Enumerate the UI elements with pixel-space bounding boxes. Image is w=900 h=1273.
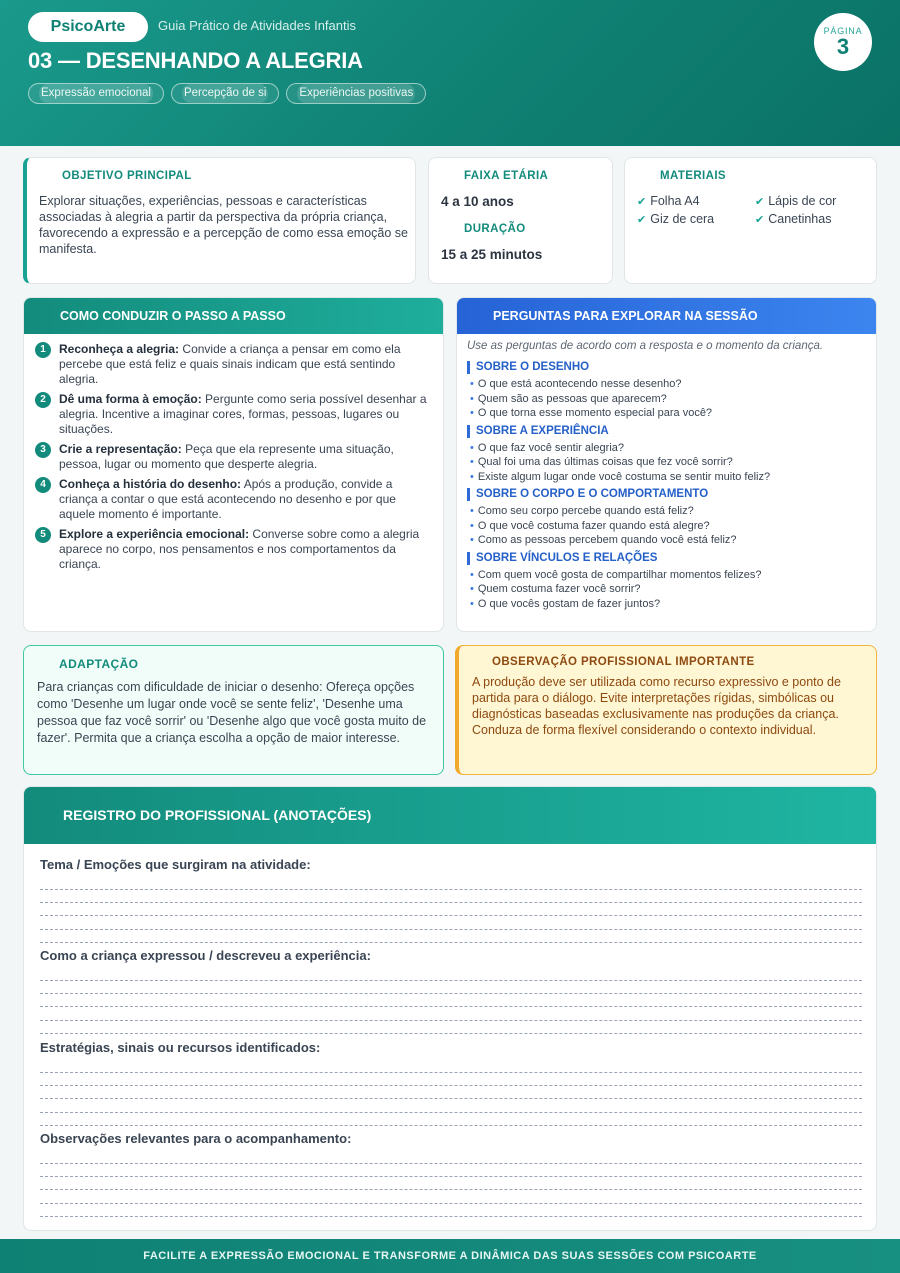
step-description: Converse sobre como a alegria aparece no corpo, nos pensamentos e nos comportamentos da criança. — [59, 527, 420, 571]
question-text: O que faz você sentir alegria? — [477, 441, 624, 454]
question-text: O que torna esse momento especial para você? — [477, 407, 713, 419]
tag-label: Percepção de si — [182, 84, 268, 103]
tag-label: Expressão emocional — [39, 84, 153, 103]
question-text: O que vocês gostam de fazer juntos? — [477, 597, 661, 610]
age-duration-card — [428, 157, 613, 284]
check-icon: ✔ — [637, 196, 647, 208]
header-subtitle: Guia Prático de Atividades Infantis — [158, 18, 357, 33]
record-question: Tema / Emoções que surgiram na atividade: — [40, 857, 311, 872]
material-item — [755, 212, 865, 226]
page-title: 03 — DESENHANDO A ALEGRIA — [28, 48, 363, 73]
materials-label: MATERIAIS — [660, 170, 726, 182]
writing-line[interactable] — [40, 1203, 862, 1204]
question-text: Existe algum lugar onde você costuma se sentir muito feliz? — [477, 470, 771, 483]
question-text: Quem costuma fazer você sorrir? — [477, 583, 641, 595]
step-by-step-title: COMO CONDUZIR O PASSO A PASSO — [24, 298, 443, 334]
writing-line[interactable] — [40, 1033, 862, 1034]
material-item — [637, 194, 755, 208]
step-description: Após a produção, convide a criança a contar o que está acontecendo no desenho e por que aquele momento é importante. — [59, 477, 396, 521]
step-heading: Dê uma forma à emoção: — [59, 392, 202, 406]
question-item — [467, 441, 866, 456]
material-label: Folha A4 — [650, 194, 700, 208]
age-label: FAIXA ETÁRIA — [464, 170, 549, 182]
writing-line[interactable] — [40, 980, 862, 981]
step-item — [35, 342, 431, 387]
writing-line[interactable] — [40, 993, 862, 994]
materials-list — [637, 194, 872, 226]
record-section — [40, 948, 862, 1034]
step-text — [59, 442, 431, 472]
writing-line[interactable] — [40, 1085, 862, 1086]
bullet-icon: • — [470, 378, 474, 390]
duration-label: DURAÇÃO — [464, 223, 526, 235]
material-label: Canetinhas — [768, 212, 832, 226]
question-text: Quem são as pessoas que aparecem? — [477, 392, 667, 405]
step-description: Peça que ela represente uma situação, pessoa, lugar ou momento que desperte alegria. — [59, 442, 394, 471]
page-header — [0, 0, 900, 146]
step-heading: Explore a experiência emocional: — [59, 527, 250, 541]
bullet-icon: • — [470, 470, 474, 483]
material-label: Giz de cera — [650, 212, 715, 226]
writing-line[interactable] — [40, 1006, 862, 1007]
step-list — [24, 334, 443, 572]
writing-line[interactable] — [40, 929, 862, 930]
tag-list — [28, 83, 426, 104]
material-item — [755, 194, 865, 208]
professional-record-card — [23, 786, 877, 1231]
writing-line[interactable] — [40, 1163, 862, 1164]
writing-line[interactable] — [40, 1072, 862, 1073]
writing-line[interactable] — [40, 1189, 862, 1190]
question-item — [467, 470, 866, 485]
bullet-icon: • — [470, 568, 474, 581]
adaptation-label: ADAPTAÇÃO — [59, 657, 139, 671]
writing-line[interactable] — [40, 915, 862, 916]
step-item — [35, 442, 431, 472]
writing-line[interactable] — [40, 1176, 862, 1177]
question-text: Com quem você gosta de compartilhar momentos felizes? — [477, 568, 762, 581]
writing-line[interactable] — [40, 1125, 862, 1126]
step-number: 5 — [35, 527, 51, 543]
question-text: O que está acontecendo nesse desenho? — [477, 378, 682, 390]
tag-label: Experiências positivas — [297, 84, 415, 103]
question-group — [467, 361, 866, 421]
question-item — [467, 582, 866, 597]
age-value: 4 a 10 anos — [441, 194, 514, 209]
bullet-icon: • — [470, 519, 474, 532]
step-item — [35, 392, 431, 437]
writing-line[interactable] — [40, 1216, 862, 1217]
check-icon: ✔ — [637, 214, 647, 226]
question-item — [467, 568, 866, 583]
question-group — [467, 552, 866, 612]
question-text: Como as pessoas percebem quando você está feliz? — [477, 534, 737, 546]
step-number: 2 — [35, 392, 51, 408]
record-question: Observações relevantes para o acompanhamento: — [40, 1131, 352, 1146]
professional-note-card — [455, 645, 877, 775]
question-item — [467, 504, 866, 519]
step-heading: Crie a representação: — [59, 442, 182, 456]
tag-percepcao-de-si — [171, 83, 279, 104]
step-text — [59, 342, 431, 387]
record-question: Como a criança expressou / descreveu a experiência: — [40, 948, 371, 963]
question-group-title: SOBRE VÍNCULOS E RELAÇÕES — [467, 552, 866, 565]
objective-label: OBJETIVO PRINCIPAL — [62, 170, 192, 182]
question-group — [467, 425, 866, 485]
professional-note-label: OBSERVAÇÃO PROFISSIONAL IMPORTANTE — [492, 656, 755, 668]
question-item — [467, 406, 866, 421]
questions-body — [457, 334, 876, 611]
step-description: Convide a criança a pensar em como ela percebe que está feliz e quais sinais indicam que está sentindo alegria. — [59, 342, 401, 386]
check-icon: ✔ — [755, 214, 765, 226]
tag-experiencias-positivas — [286, 83, 426, 104]
professional-record-title: REGISTRO DO PROFISSIONAL (ANOTAÇÕES) — [24, 787, 876, 844]
question-group — [467, 488, 866, 548]
questions-card — [456, 297, 877, 632]
question-item — [467, 377, 866, 392]
step-number: 4 — [35, 477, 51, 493]
bullet-icon: • — [470, 456, 474, 468]
writing-line[interactable] — [40, 1112, 862, 1113]
page-number: 3 — [836, 34, 850, 59]
page-footer: FACILITE A EXPRESSÃO EMOCIONAL E TRANSFORME A DINÂMICA DAS SUAS SESSÕES COM PSICOARTE — [0, 1239, 900, 1273]
questions-intro: Use as perguntas de acordo com a resposta e o momento da criança. — [467, 340, 824, 352]
question-item — [467, 519, 866, 534]
question-text: O que você costuma fazer quando está alegre? — [477, 519, 710, 532]
step-item — [35, 527, 431, 572]
question-group-title: SOBRE O DESENHO — [467, 361, 866, 374]
adaptation-text: Para crianças com dificuldade de iniciar o desenho: Ofereça opções como 'Desenhe um lugar onde você se sente feliz', 'Desenhe uma pessoa que faz você sorrir' ou 'Desenhe algo que você gosta muito de fazer'. Permita que a criança escolha a opção de maior interesse. — [37, 680, 427, 745]
record-section — [40, 1131, 862, 1217]
step-description: Pergunte como seria possível desenhar a alegria. Incentive a imaginar cores, formas, pessoas, lugares ou situações. — [59, 392, 427, 436]
bullet-icon: • — [470, 441, 474, 454]
bullet-icon: • — [470, 392, 474, 405]
question-item — [467, 597, 866, 612]
material-label: Lápis de cor — [768, 194, 837, 208]
materials-card — [624, 157, 877, 284]
bullet-icon: • — [470, 583, 474, 595]
adaptation-card — [23, 645, 444, 775]
bullet-icon: • — [470, 505, 474, 517]
writing-line[interactable] — [40, 1020, 862, 1021]
step-by-step-card — [23, 297, 444, 632]
objective-text: Explorar situações, experiências, pessoas e características associadas à alegria a partir da perspectiva da própria criança, favorecendo a expressão e a percepção de como essa emoção se manifesta. — [39, 194, 408, 256]
professional-note-text: A produção deve ser utilizada como recurso expressivo e ponto de partida para o diálogo. Evite interpretações rígidas, simbólicas ou diagnósticas baseadas exclusivamente nas produções da criança. Conduza de forma flexível considerando o contexto individual. — [472, 675, 841, 737]
writing-line[interactable] — [40, 942, 862, 943]
step-number: 3 — [35, 442, 51, 458]
question-text: Como seu corpo percebe quando está feliz? — [477, 505, 694, 517]
step-number: 1 — [35, 342, 51, 358]
step-heading: Conheça a história do desenho: — [59, 477, 242, 491]
step-text — [59, 527, 431, 572]
record-question: Estratégias, sinais ou recursos identificados: — [40, 1040, 321, 1055]
writing-line[interactable] — [40, 889, 862, 890]
bullet-icon: • — [470, 534, 474, 546]
question-item — [467, 533, 866, 548]
question-group-title: SOBRE A EXPERIÊNCIA — [467, 425, 866, 438]
step-text — [59, 392, 431, 437]
question-group-title: SOBRE O CORPO E O COMPORTAMENTO — [467, 488, 866, 501]
step-text — [59, 477, 431, 522]
bullet-icon: • — [470, 597, 474, 610]
writing-line[interactable] — [40, 902, 862, 903]
questions-title: PERGUNTAS PARA EXPLORAR NA SESSÃO — [457, 298, 876, 334]
brand-logo: PsicoArte — [28, 12, 148, 42]
step-item — [35, 477, 431, 522]
question-item — [467, 455, 866, 470]
objective-card — [23, 157, 416, 284]
bullet-icon: • — [470, 407, 474, 419]
check-icon: ✔ — [755, 196, 765, 208]
page-label: PÁGINA — [823, 26, 863, 36]
material-item — [637, 212, 755, 226]
question-item — [467, 392, 866, 407]
question-text: Qual foi uma das últimas coisas que fez você sorrir? — [477, 456, 733, 468]
step-heading: Reconheça a alegria: — [59, 342, 180, 356]
record-section — [40, 1040, 862, 1126]
record-section — [40, 857, 862, 943]
writing-line[interactable] — [40, 1098, 862, 1099]
tag-expressao-emocional — [28, 83, 164, 104]
page-number-badge — [814, 13, 872, 71]
duration-value: 15 a 25 minutos — [441, 247, 543, 262]
